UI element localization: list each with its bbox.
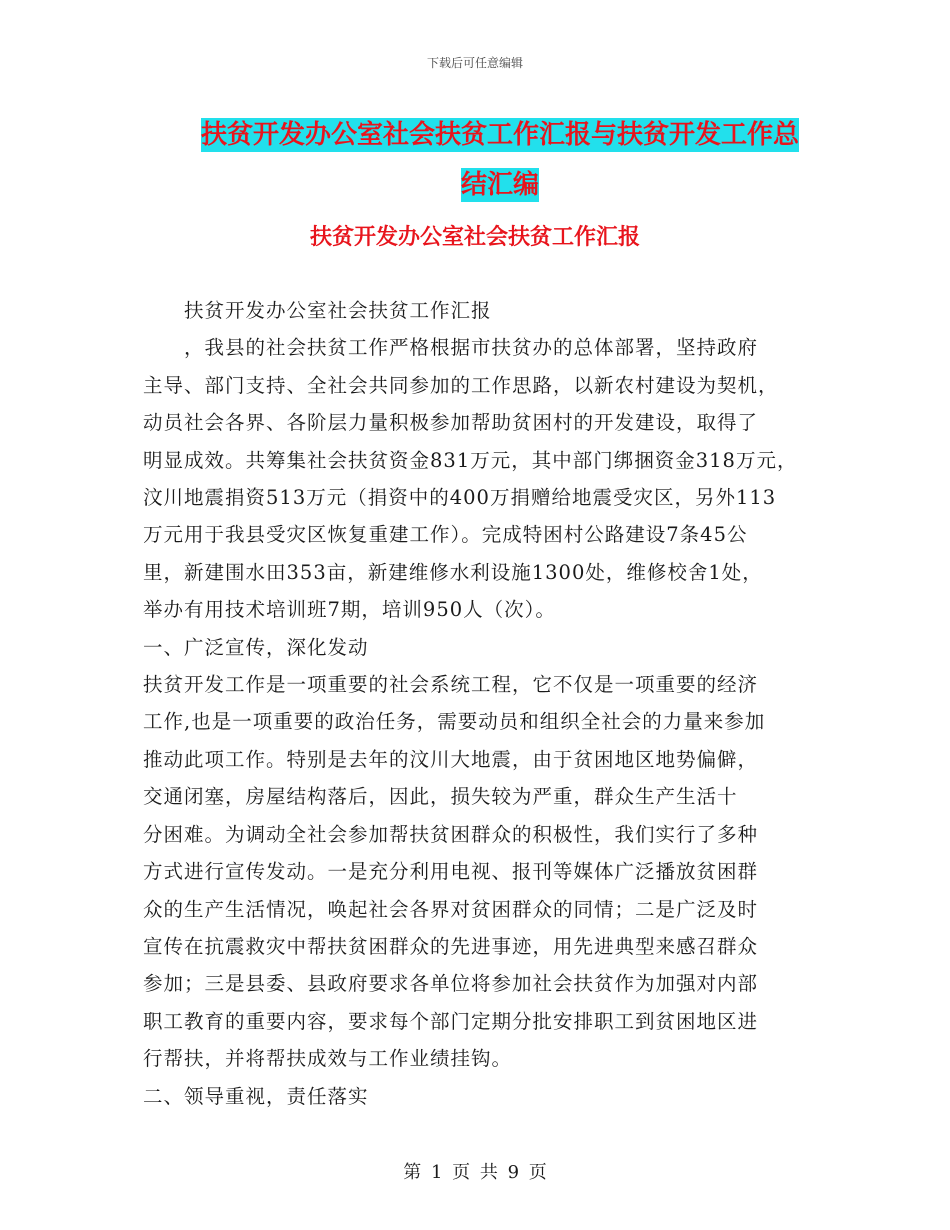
body-line: 汶川地震捐资513万元（捐资中的400万捐赠给地震受灾区，另外113 [143, 486, 777, 510]
body-line: 推动此项工作。特别是去年的汶川大地震，由于贫困地区地势偏僻， [143, 747, 759, 771]
header-note: 下载后可任意编辑 [426, 56, 523, 70]
body-line: 里，新建围水田353亩，新建维修水利设施1300处，维修校舍1处， [143, 560, 763, 584]
body-line: 动员社会各界、各阶层力量积极参加帮助贫困村的开发建设，取得了 [143, 411, 759, 435]
body-line: 职工教育的重要内容，要求每个部门定期分批安排职工到贫困地区进 [143, 1009, 759, 1033]
body-text [143, 292, 833, 1115]
document-title-line-2: 结汇编 [460, 170, 539, 200]
body-line: 众的生产生活情况，唤起社会各界对贫困群众的同情；二是广泛及时 [143, 897, 759, 921]
body-line: 方式进行宣传发动。一是充分利用电视、报刊等媒体广泛播放贫困群 [143, 860, 759, 884]
body-line: 参加；三是县委、县政府要求各单位将参加社会扶贫作为加强对内部 [143, 972, 759, 996]
body-line: 扶贫开发工作是一项重要的社会系统工程，它不仅是一项重要的经济 [143, 673, 759, 697]
body-line: 分困难。为调动全社会参加帮扶贫困群众的积极性，我们实行了多种 [143, 822, 759, 846]
body-line: 扶贫开发办公室社会扶贫工作汇报 [143, 299, 492, 322]
body-line: 明显成效。共筹集社会扶贫资金831万元，其中部门绑捆资金318万元， [143, 448, 798, 472]
body-line: 万元用于我县受灾区恢复重建工作）。完成特困村公路建设7条45公 [143, 523, 748, 547]
section-heading-1: 一、广泛宣传，深化发动 [143, 635, 369, 659]
body-line: 工作,也是一项重要的政治任务，需要动员和组织全社会的力量来参加 [143, 710, 766, 734]
body-line: 举办有用技术培训班7期，培训950人（次）。 [143, 598, 556, 622]
body-line: ，我县的社会扶贫工作严格根据市扶贫办的总体部署，坚持政府 [143, 336, 759, 360]
body-line: 主导、部门支持、全社会共同参加的工作思路，以新农村建设为契机， [143, 373, 779, 397]
section-title: 扶贫开发办公室社会扶贫工作汇报 [309, 225, 640, 250]
section-heading-2: 二、领导重视，责任落实 [143, 1084, 369, 1108]
document-title-line-1: 扶贫开发办公室社会扶贫工作汇报与扶贫开发工作总 [200, 120, 799, 150]
body-line: 宣传在抗震救灾中帮扶贫困群众的先进事迹，用先进典型来感召群众 [143, 934, 759, 958]
body-line: 交通闭塞，房屋结构落后，因此，损失较为严重，群众生产生活十 [143, 785, 738, 809]
page-footer: 第 1 页 共 9 页 [403, 1162, 547, 1183]
document-title [140, 110, 860, 210]
body-line: 行帮扶，并将帮扶成效与工作业绩挂钩。 [143, 1047, 513, 1071]
